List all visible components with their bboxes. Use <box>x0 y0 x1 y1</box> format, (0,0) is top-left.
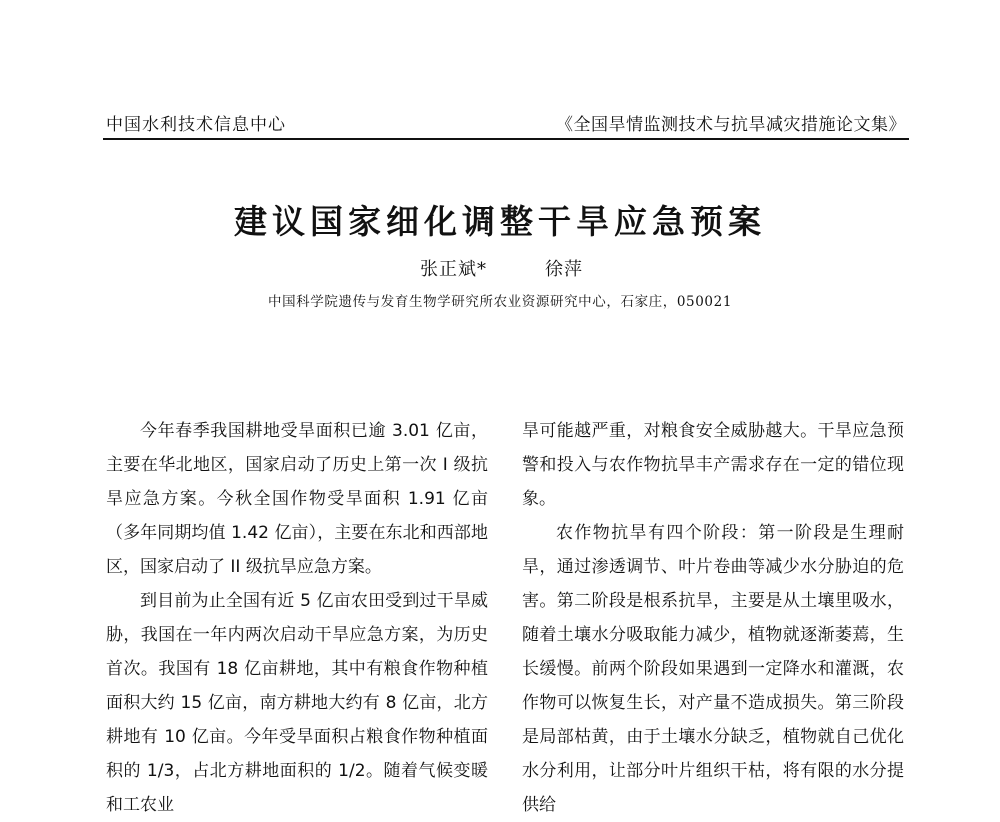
header-divider <box>103 138 909 140</box>
author-name: 张正斌* <box>420 259 487 280</box>
article-title: 建议国家细化调整干旱应急预案 <box>234 202 766 241</box>
body-column-right <box>522 414 904 822</box>
body-column-left <box>106 414 488 822</box>
body-paragraph: 今年春季我国耕地受旱面积已逾 3.01 亿亩，主要在华北地区，国家启动了历史上第一次 I 级抗旱应急方案。今秋全国作物受旱面积 1.91 亿亩（多年同期均值 1.42 亿亩），主要在东北和西部地区，国家启动了 II 级抗旱应急方案。 <box>106 421 488 577</box>
body-paragraph: 农作物抗旱有四个阶段：第一阶段是生理耐旱，通过渗透调节、叶片卷曲等减少水分胁迫的危害。第二阶段是根系抗旱，主要是从土壤里吸水，随着土壤水分吸取能力减少，植物就逐渐萎蔫，生长缓慢。前两个阶段如果遇到一定降水和灌溉，农作物可以恢复生长，对产量不造成损失。第三阶段是局部枯黄，由于土壤水分缺乏，植物就自己优化水分利用，让部分叶片组织干枯，将有限的水分提供给 <box>522 523 904 815</box>
body-paragraph: 到目前为止全国有近 5 亿亩农田受到过干旱威胁，我国在一年内两次启动干旱应急方案，为历史首次。我国有 18 亿亩耕地，其中有粮食作物种植面积大约 15 亿亩，南方耕地大约有 8 亿亩，北方耕地有 10 亿亩。今年受旱面积占粮食作物种植面积的 1/3，占北方耕地面积的 1/2。随着气候变暖和工农业 <box>106 591 488 815</box>
author-affiliation: 中国科学院遗传与发育生物学研究所农业资源研究中心，石家庄，050021 <box>267 294 733 310</box>
header-collection-title: 《全国旱情监测技术与抗旱减灾措施论文集》 <box>556 115 906 135</box>
header-publisher: 中国水利技术信息中心 <box>106 115 286 135</box>
author-name: 徐萍 <box>545 259 583 280</box>
body-paragraph: 旱可能越严重，对粮食安全威胁越大。干旱应急预警和投入与农作物抗旱丰产需求存在一定的错位现象。 <box>522 421 904 509</box>
author-line <box>420 255 583 281</box>
